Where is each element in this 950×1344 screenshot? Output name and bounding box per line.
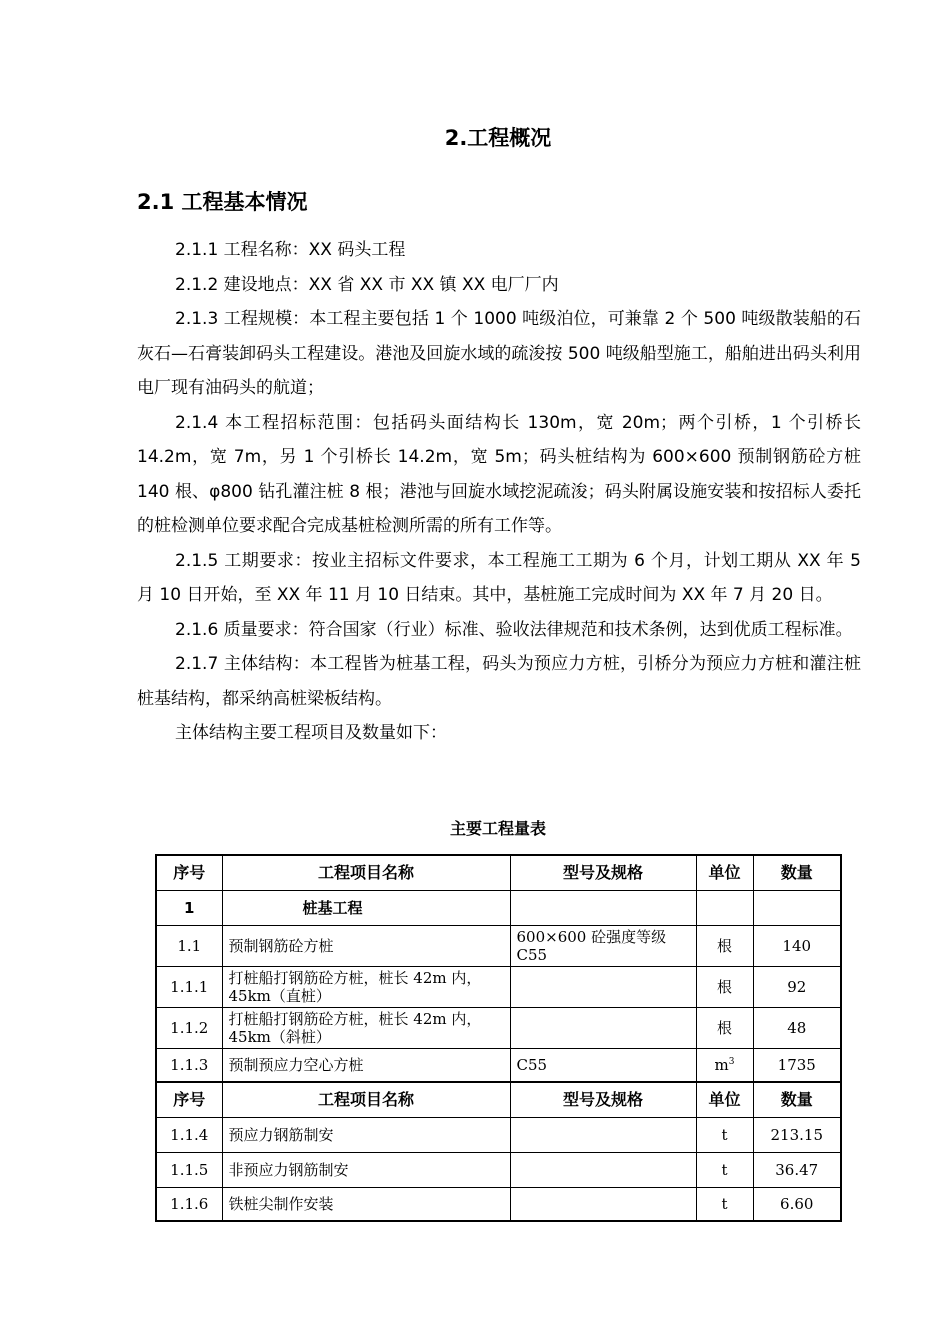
- cell-spec: [510, 1187, 696, 1221]
- header-spec: 型号及规格: [510, 1082, 696, 1117]
- table-row: [156, 1007, 841, 1048]
- paragraph-schedule: 2.1.5 工期要求：按业主招标文件要求，本工程施工工期为 6 个月，计划工期从 XX 年 5 月 10 日开始，至 XX 年 11 月 10 日结束。其中，基桩施工完成时间为 XX 年 7 月 20 日。: [137, 550, 861, 605]
- cell-no: 1.1.1: [156, 966, 222, 1007]
- header-no: 序号: [156, 1082, 222, 1117]
- cell-qty: 48: [753, 1007, 841, 1048]
- table-row: [156, 925, 841, 966]
- quantity-table: [155, 854, 842, 1222]
- cell-no: 1.1.3: [156, 1048, 222, 1082]
- cell-qty: 6.60: [753, 1187, 841, 1221]
- cell-no: 1: [156, 890, 222, 925]
- header-no: 序号: [156, 855, 222, 890]
- cell-name: 铁桩尖制作安装: [222, 1187, 510, 1221]
- table-row: [156, 966, 841, 1007]
- table-header-row-repeat: [156, 1082, 841, 1117]
- cell-unit: 根: [696, 966, 753, 1007]
- header-unit: 单位: [696, 1082, 753, 1117]
- cell-unit: t: [696, 1187, 753, 1221]
- unit-superscript: 3: [728, 1056, 735, 1067]
- cell-name: 打桩船打钢筋砼方桩，桩长 42m 内，45km（斜桩）: [222, 1007, 510, 1048]
- body-text: [137, 233, 861, 751]
- cell-name: 非预应力钢筋制安: [222, 1152, 510, 1187]
- cell-no: 1.1.4: [156, 1117, 222, 1152]
- paragraph-project-name: 2.1.1 工程名称：XX 码头工程: [175, 240, 406, 260]
- cell-qty: 213.15: [753, 1117, 841, 1152]
- paragraph-scope: 2.1.4 本工程招标范围：包括码头面结构长 130m，宽 20m；两个引桥，1 个引桥长 14.2m，宽 7m，另 1 个引桥长 14.2m，宽 5m；码头桩结构为 600×600 预制钢筋砼方桩 140 根、φ800 钻孔灌注桩 8 根；港池与回旋水域挖泥疏浚；码头附属设施安装和按招标人委托的桩检测单位要求配合完成基桩检测所需的所有工作等。: [137, 412, 861, 536]
- table-row: [156, 1048, 841, 1082]
- paragraph-structure: 2.1.7 主体结构：本工程皆为桩基工程，码头为预应力方桩，引桥分为预应力方桩和灌注桩桩基结构，都采纳高桩梁板结构。: [137, 654, 861, 709]
- cell-name: 预制预应力空心方桩: [222, 1048, 510, 1082]
- section-heading: 2.1 工程基本情况: [137, 190, 308, 214]
- header-spec: 型号及规格: [510, 855, 696, 890]
- cell-unit: [696, 890, 753, 925]
- cell-name: 预应力钢筋制安: [222, 1117, 510, 1152]
- cell-spec: 600×600 砼强度等级 C55: [510, 925, 696, 966]
- paragraph-scale: 2.1.3 工程规模：本工程主要包括 1 个 1000 吨级泊位，可兼靠 2 个 500 吨级散装船的石灰石—石膏装卸码头工程建设。港池及回旋水域的疏浚按 500 吨级船型施工，船舶进出码头利用电厂现有油码头的航道；: [137, 309, 861, 398]
- paragraph-table-intro: 主体结构主要工程项目及数量如下：: [175, 723, 447, 743]
- header-name: 工程项目名称: [222, 855, 510, 890]
- paragraph-location: 2.1.2 建设地点：XX 省 XX 市 XX 镇 XX 电厂厂内: [175, 274, 559, 295]
- cell-spec: [510, 1117, 696, 1152]
- table-row: [156, 890, 841, 925]
- header-qty: 数量: [753, 1082, 841, 1117]
- cell-spec: [510, 966, 696, 1007]
- cell-qty: 92: [753, 966, 841, 1007]
- cell-qty: 1735: [753, 1048, 841, 1082]
- page-title: 2.工程概况: [444, 126, 552, 150]
- cell-no: 1.1: [156, 925, 222, 966]
- cell-spec: [510, 890, 696, 925]
- cell-qty: 36.47: [753, 1152, 841, 1187]
- table-header-row: [156, 855, 841, 890]
- header-qty: 数量: [753, 855, 841, 890]
- cell-spec: [510, 1007, 696, 1048]
- cell-unit: t: [696, 1117, 753, 1152]
- table-caption: 主要工程量表: [449, 819, 546, 838]
- cell-unit: [696, 1048, 753, 1082]
- table-row: [156, 1187, 841, 1221]
- unit-text: m: [714, 1055, 729, 1074]
- paragraph-quality: 2.1.6 质量要求：符合国家（行业）标准、验收法律规范和技术条例，达到优质工程标准。: [175, 619, 853, 640]
- cell-unit: 根: [696, 1007, 753, 1048]
- cell-no: 1.1.5: [156, 1152, 222, 1187]
- table-row: [156, 1152, 841, 1187]
- table-row: [156, 1117, 841, 1152]
- header-unit: 单位: [696, 855, 753, 890]
- cell-spec: [510, 1152, 696, 1187]
- cell-unit: t: [696, 1152, 753, 1187]
- cell-no: 1.1.6: [156, 1187, 222, 1221]
- cell-name: 打桩船打钢筋砼方桩，桩长 42m 内，45km（直桩）: [222, 966, 510, 1007]
- cell-qty: 140: [753, 925, 841, 966]
- cell-name: 预制钢筋砼方桩: [222, 925, 510, 966]
- cell-no: 1.1.2: [156, 1007, 222, 1048]
- cell-qty: [753, 890, 841, 925]
- header-name: 工程项目名称: [222, 1082, 510, 1117]
- cell-name: 桩基工程: [222, 890, 510, 925]
- cell-unit: 根: [696, 925, 753, 966]
- cell-spec: C55: [510, 1048, 696, 1082]
